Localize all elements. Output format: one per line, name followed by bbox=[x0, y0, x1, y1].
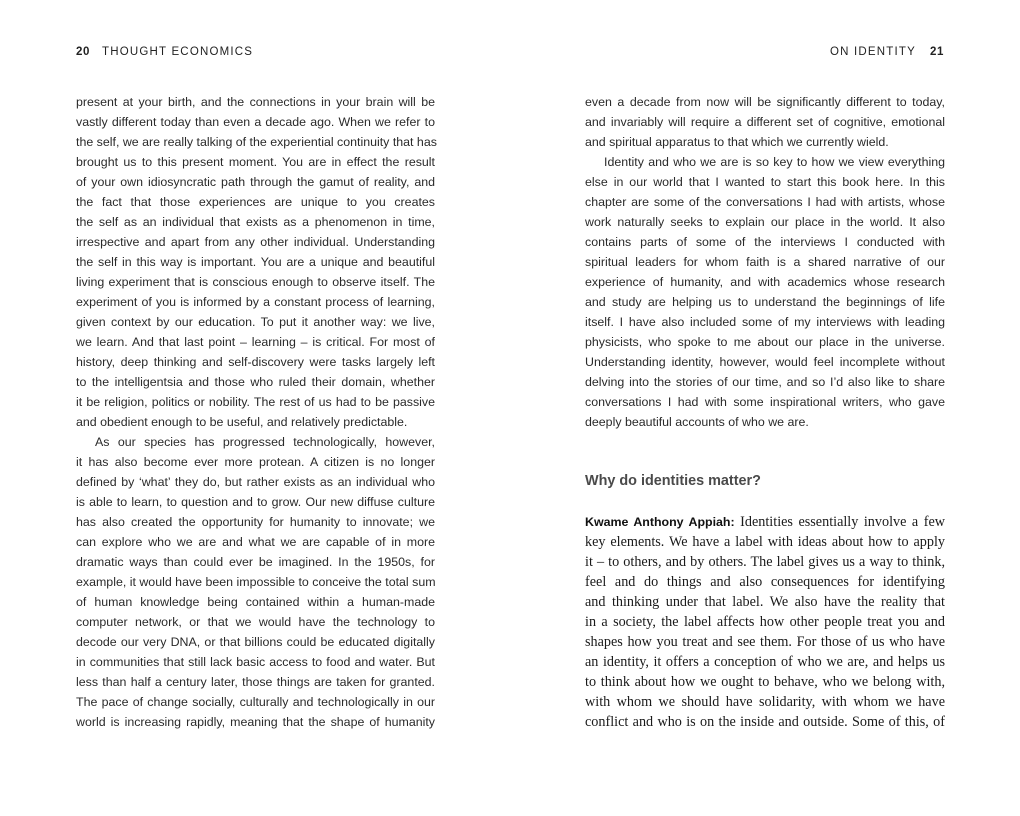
interview-line: and thinking under that label. We also have the reality that bbox=[585, 594, 945, 610]
interview-line: it – to others, and by others. The label gives us a way to think, bbox=[585, 554, 945, 570]
interview-first-line: Identities essentially involve a few bbox=[740, 514, 945, 530]
body-line: chapter are some of the conversations I had with artists, whose bbox=[585, 195, 945, 209]
interview-line: feel and do things and also consequences for identifying bbox=[585, 574, 945, 590]
body-line: experience of humanity, and with academics whose research bbox=[585, 275, 945, 289]
left-page-number: 20 bbox=[76, 46, 90, 58]
body-line: it be religion, politics or nobility. The rest of us had to be passive bbox=[76, 395, 435, 409]
interview-text bbox=[585, 512, 945, 732]
body-line: given context by our education. To put it another way: we live, bbox=[76, 315, 435, 329]
body-line: decode our very DNA, or that billions could be educated digitally bbox=[76, 635, 435, 649]
body-line: is able to learn, to question and to grow. Our new diffuse culture bbox=[76, 495, 435, 509]
body-line: and obedient enough to be useful, and relatively predictable. bbox=[76, 415, 408, 429]
interview-line: shapes how you treat and see them. For those of us who have bbox=[585, 634, 945, 650]
body-line: present at your birth, and the connections in your brain will be bbox=[76, 95, 435, 109]
speaker-name: Kwame Anthony Appiah: bbox=[585, 515, 735, 529]
body-line: itself. I have also included some of my interviews with leading bbox=[585, 315, 945, 329]
body-line: physicists, who spoke to me about our place in the universe. bbox=[585, 335, 945, 349]
interview-line: conflict and who is on the inside and outside. Some of this, of bbox=[585, 714, 945, 730]
body-line: the self, we are really talking of the experiential continuity that has bbox=[76, 135, 437, 149]
interview-line: an identity, it offers a conception of who we are, and helps us bbox=[585, 654, 945, 670]
body-line: less than half a century later, those things are taken for granted. bbox=[76, 675, 435, 689]
right-body-text bbox=[585, 92, 945, 432]
body-line: of human knowledge being contained within a human-made bbox=[76, 595, 435, 609]
body-line: dramatic ways than could ever be imagined. In the 1950s, for bbox=[76, 555, 435, 569]
right-chapter-title: ON IDENTITY bbox=[829, 46, 916, 58]
body-line: work naturally seeks to explain our place in the world. It also bbox=[585, 215, 945, 229]
body-line: brought us to this present moment. You are in effect the result bbox=[76, 155, 435, 169]
body-line: computer network, or that we would have the technology to bbox=[76, 615, 435, 629]
body-line: else in our world that I wanted to start this book here. In this bbox=[585, 175, 945, 189]
body-line: example, it would have been impossible to conceive the total sum bbox=[76, 575, 436, 589]
body-line: defined by ‘what’ they do, but rather exists as an individual who bbox=[76, 475, 435, 489]
interview-line bbox=[585, 512, 945, 532]
body-line: contains parts of some of the interviews I conducted with bbox=[585, 235, 945, 249]
body-line: in communities that still lack basic access to food and water. But bbox=[76, 655, 435, 669]
body-line: spiritual leaders for whom faith is a shared narrative of our bbox=[585, 255, 945, 269]
interview-line: key elements. We have a label with ideas about how to apply bbox=[585, 534, 945, 550]
body-line: can explore who we are and what we are capable of in more bbox=[76, 535, 435, 549]
body-line: As our species has progressed technologically, however, bbox=[95, 435, 435, 449]
body-line: and study are helping us to understand the beginnings of life bbox=[585, 295, 945, 309]
body-line: of your own idiosyncratic path through the gamut of reality, and bbox=[76, 175, 435, 189]
body-line: to the intelligentsia and those who ruled their domain, whether bbox=[76, 375, 435, 389]
body-line: and spiritual apparatus to that which we currently wield. bbox=[585, 135, 889, 149]
body-line: The pace of change socially, culturally and technologically in our bbox=[76, 695, 435, 709]
body-line: irrespective and apart from any other individual. Understanding bbox=[76, 235, 435, 249]
body-line: Understanding identity, however, would feel incomplete without bbox=[585, 355, 945, 369]
interview-line: with whom we should have solidarity, with whom we have bbox=[585, 694, 945, 710]
body-line: we learn. And that last point – learning – is critical. For most of bbox=[76, 335, 435, 349]
body-line: deeply beautiful accounts of who we are. bbox=[585, 415, 809, 429]
body-line: experiment of you is informed by a constant process of learning, bbox=[76, 295, 435, 309]
left-running-head bbox=[76, 45, 253, 59]
body-line: conversations I had with some inspirational writers, who gave bbox=[585, 395, 945, 409]
body-line: the self as an individual that exists as a phenomenon in time, bbox=[76, 215, 435, 229]
body-line: delving into the stories of our time, and so I’d also like to share bbox=[585, 375, 945, 389]
interview-line: to think about how we ought to behave, who we belong with, bbox=[585, 674, 945, 690]
right-page bbox=[510, 0, 1020, 816]
body-line: world is increasing rapidly, meaning that the shape of humanity bbox=[76, 715, 435, 729]
body-line: Identity and who we are is so key to how we view everything bbox=[604, 155, 945, 169]
right-page-number: 21 bbox=[930, 46, 944, 58]
left-book-title: THOUGHT ECONOMICS bbox=[102, 46, 254, 58]
section-heading: Why do identities matter? bbox=[585, 473, 761, 489]
body-line: it has also become ever more protean. A citizen is no longer bbox=[76, 455, 435, 469]
body-line: even a decade from now will be significantly different to today, bbox=[585, 95, 945, 109]
body-line: living experiment that is conscious enough to observe itself. The bbox=[76, 275, 435, 289]
interview-line: in a society, the label affects how other people treat you and bbox=[585, 614, 945, 630]
body-line: the self in this way is important. You are a unique and beautiful bbox=[76, 255, 435, 269]
body-line: vastly different today than even a decade ago. When we refer to bbox=[76, 115, 435, 129]
left-body-text bbox=[76, 92, 435, 732]
right-running-head bbox=[830, 45, 944, 59]
body-line: and invariably will require a different set of cognitive, emotional bbox=[585, 115, 945, 129]
body-line: history, deep thinking and self-discovery were tasks largely left bbox=[76, 355, 435, 369]
body-line: has also created the opportunity for humanity to innovate; we bbox=[76, 515, 435, 529]
body-line: the fact that those experiences are unique to you creates bbox=[76, 195, 435, 209]
